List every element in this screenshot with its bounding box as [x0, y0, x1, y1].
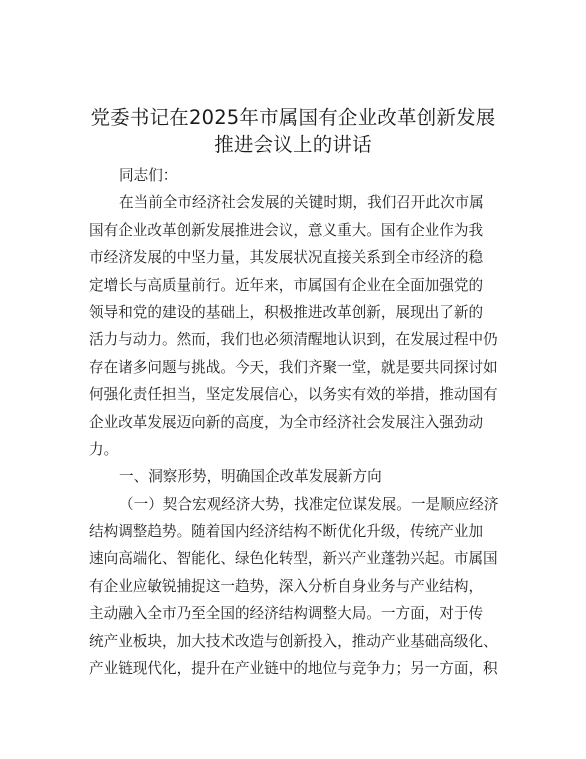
- paragraph-1-line: 领导和党的建设的基础上，积极推进改革创新，展现出了新的: [89, 303, 484, 321]
- paragraph-1-line: 在当前全市经济社会发展的关键时期，我们召开此次市属: [119, 194, 484, 212]
- paragraph-1-line: 定增长与高质量前行。近年来，市属国有企业在全面加强党的: [89, 276, 484, 294]
- paragraph-1-line: 企业改革发展迈向新的高度，为全市经济社会发展注入强劲动: [89, 413, 484, 431]
- paragraph-2-line: 主动融入全市乃至全国的经济结构调整大局。一方面，对于传: [89, 605, 484, 623]
- paragraph-2-line: 速向高端化、智能化、绿色化转型，新兴产业蓬勃兴起。市属国: [89, 550, 498, 568]
- title-line-2: 推进会议上的讲话: [214, 133, 372, 156]
- paragraph-1-line: 市经济发展的中坚力量，其发展状况直接关系到全市经济的稳: [89, 249, 484, 267]
- section-heading: 一、洞察形势，明确国企改革发展新方向: [119, 468, 382, 486]
- paragraph-2-line: 结构调整趋势。随着国内经济结构不断优化升级，传统产业加: [89, 523, 484, 541]
- paragraph-2-line: 有企业应敏锐捕捉这一趋势，深入分析自身业务与产业结构，: [89, 577, 484, 595]
- salutation: 同志们：: [119, 167, 178, 184]
- paragraph-1-line: 存在诸多问题与挑战。今天，我们齐聚一堂，就是要共同探讨如: [89, 358, 498, 376]
- paragraph-2-line: 产业链现代化，提升在产业链中的地位与竞争力；另一方面，积: [89, 660, 498, 678]
- paragraph-1-line: 何强化责任担当，坚定发展信心，以务实有效的举措，推动国有: [89, 386, 498, 404]
- document-body: [89, 162, 501, 682]
- paragraph-1-line: 活力与动力。然而，我们也必须清醒地认识到，在发展过程中仍: [89, 331, 498, 349]
- paragraph-1-line: 力。: [89, 440, 119, 458]
- paragraph-1-line: 国有企业改革创新发展推进会议，意义重大。国有企业作为我: [89, 221, 484, 239]
- paragraph-2-line: 统产业板块，加大技术改造与创新投入，推动产业基础高级化、: [89, 632, 498, 650]
- document-title: [60, 104, 526, 158]
- paragraph-2-line: （一）契合宏观经济大势，找准定位谋发展。一是顺应经济: [119, 495, 499, 513]
- title-line-1: 党委书记在2025年市属国有企业改革创新发展: [90, 106, 496, 129]
